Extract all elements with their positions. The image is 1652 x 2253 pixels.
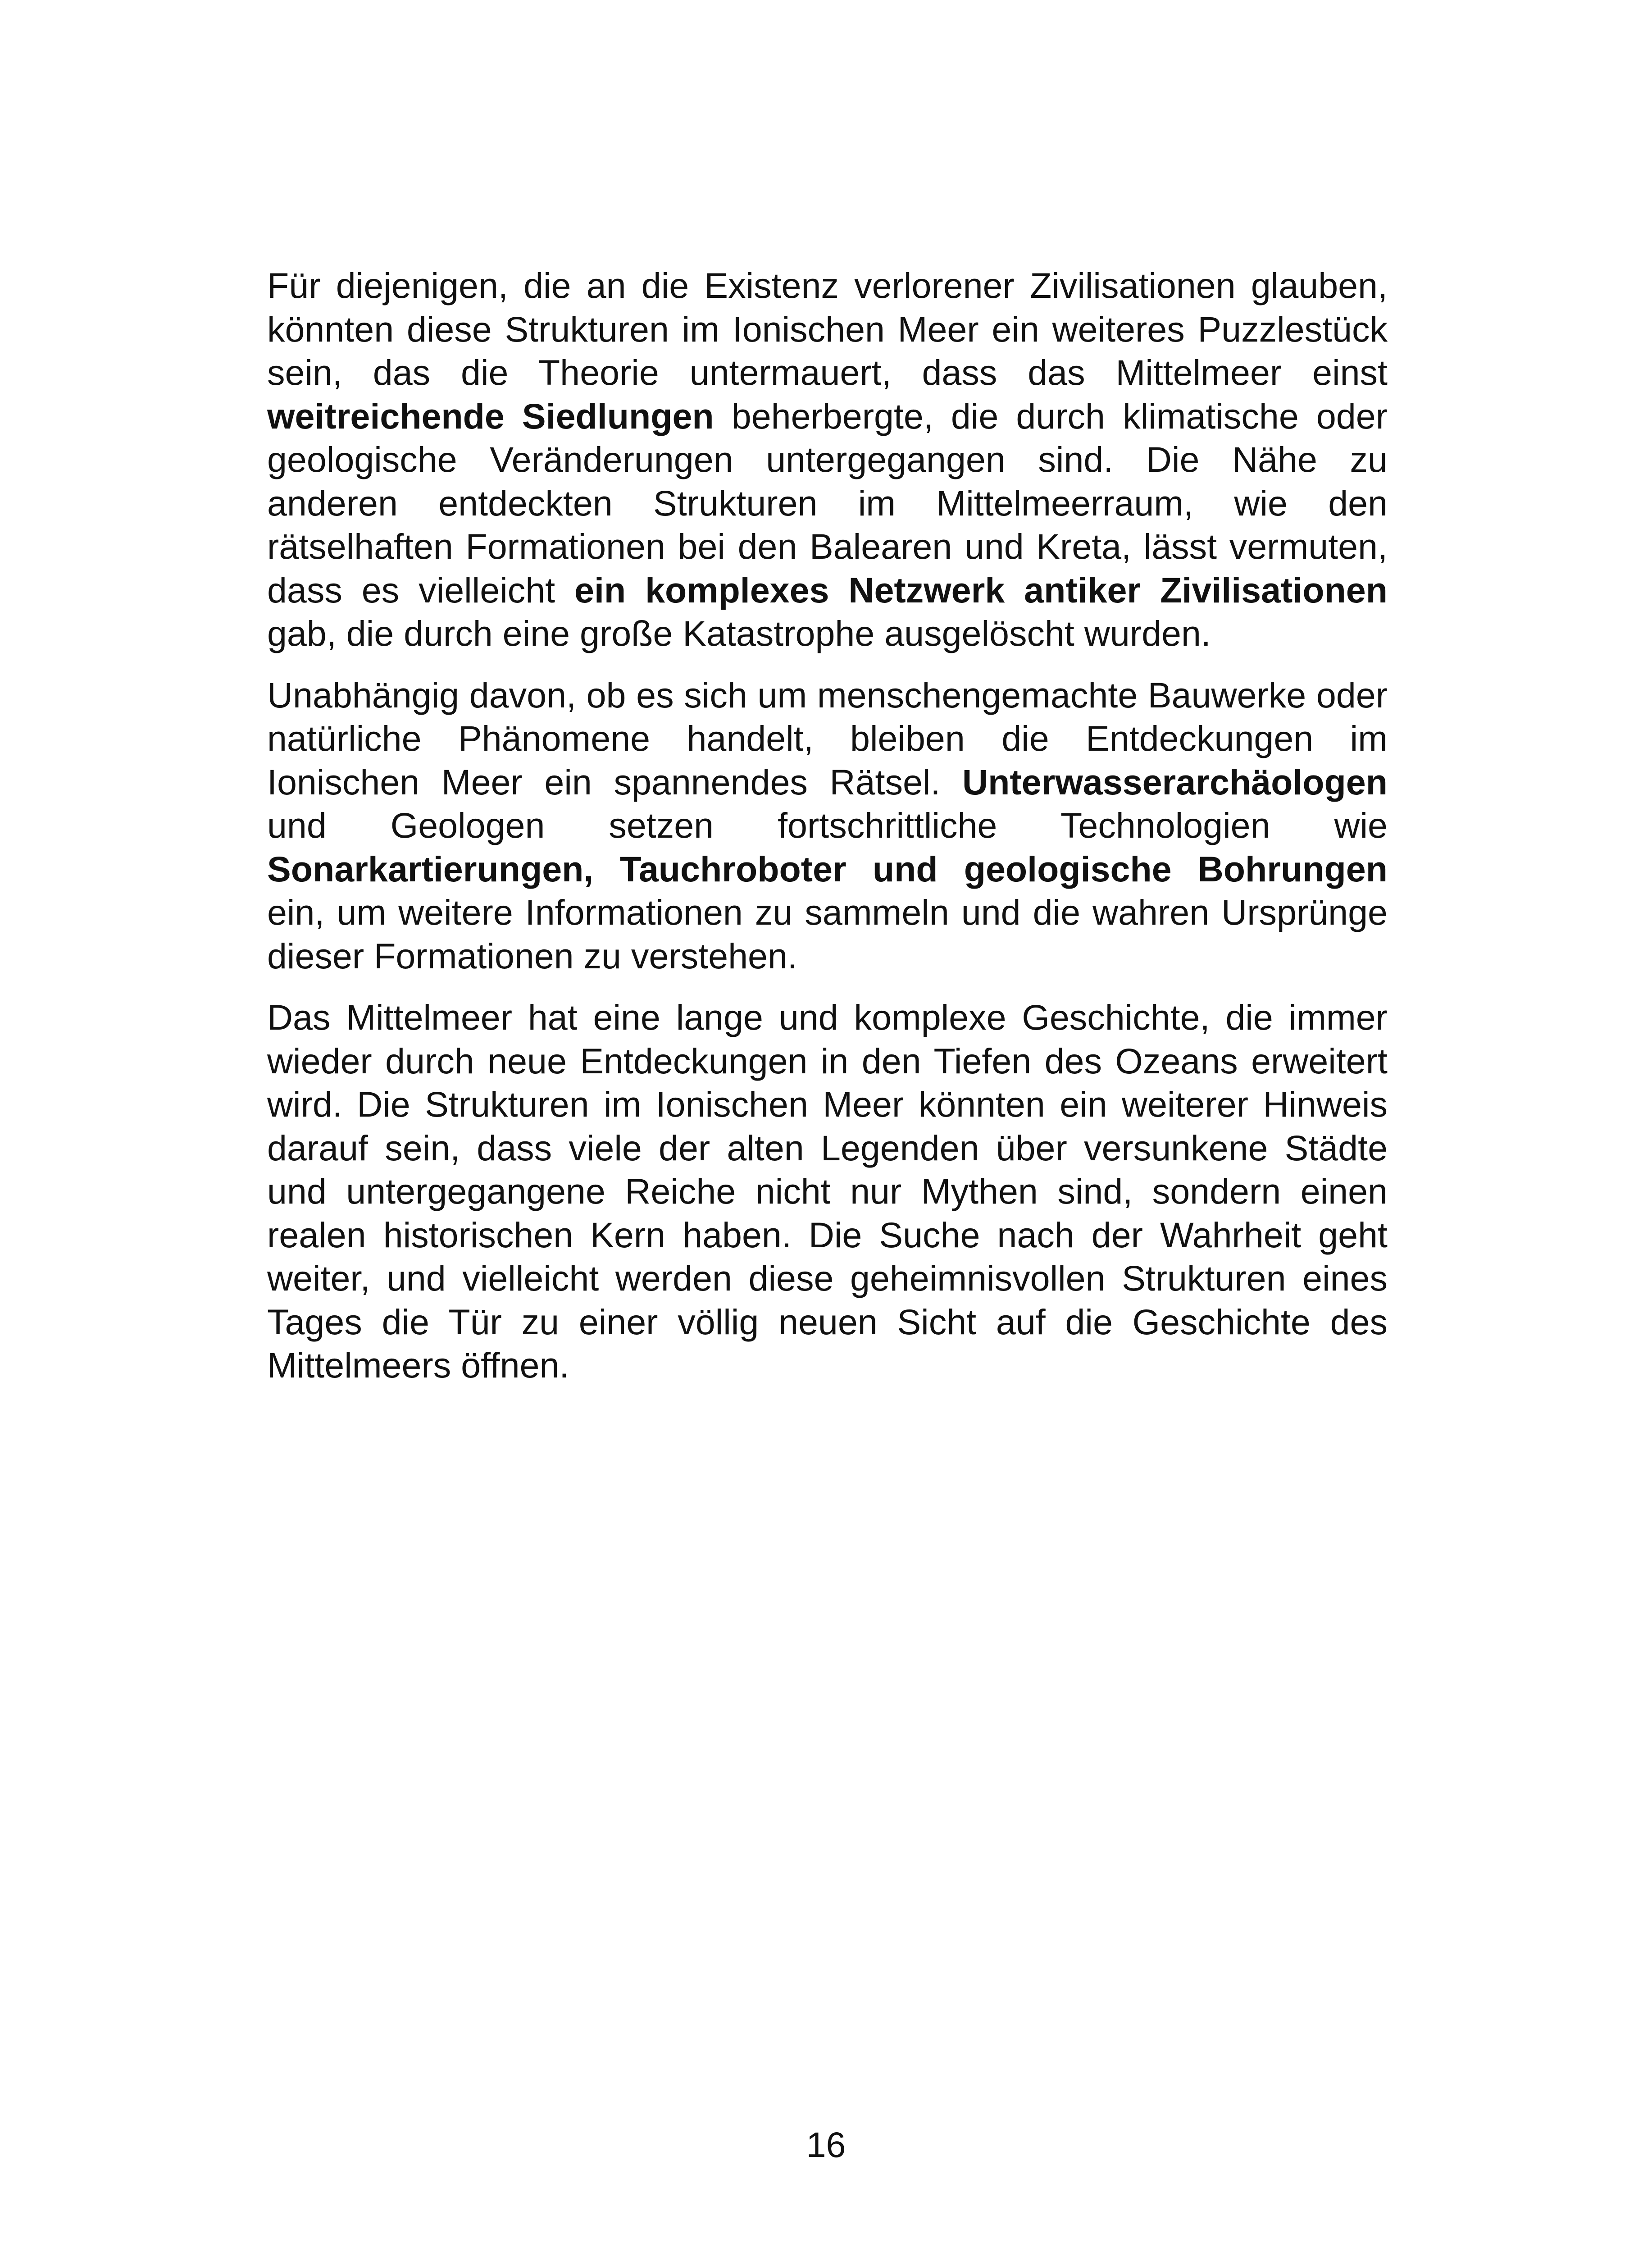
emphasis-technologien: Sonarkartierungen, Tauchroboter und geologische Bohrungen bbox=[267, 848, 1388, 889]
paragraph-1 bbox=[267, 264, 1388, 656]
paragraph-3-text: Das Mittelmeer hat eine lange und komplexe Geschichte, die immer wieder durch neue Entdeckungen in den Tiefen des Ozeans erweitert wird. Die Strukturen im Ionischen Meer könnten ein weiterer Hinweis darauf sein, dass viele der alten Legenden über versunkene Städte und untergegangene Reiche nicht nur Mythen sind, sondern einen realen historischen Kern haben. Die Suche nach der Wahrheit geht weiter, und vielleicht werden diese geheimnisvollen Strukturen eines Tages die Tür zu einer völlig neuen Sicht auf die Geschichte des Mittelmeers öffnen. bbox=[267, 997, 1388, 1385]
body-text bbox=[267, 264, 1388, 1405]
page-number: 16 bbox=[806, 2125, 846, 2165]
paragraph-1-text: beherbergte, die durch klimatische oder geologische Veränderungen untergegangen sind. Die Nähe zu anderen entdeckten Strukturen im Mittelmeerraum, wie den rätselhaften Formationen bei den Balearen und Kreta, lässt vermuten, dass es vielleicht bbox=[267, 396, 1388, 610]
emphasis-netzwerk-antiker-zivilisationen: ein komplexes Netzwerk antiker Zivilisationen bbox=[574, 570, 1388, 610]
emphasis-unterwasserarchaeologen: Unterwasserarchäologen bbox=[962, 762, 1388, 802]
paragraph-2-text: Unabhängig davon, ob es sich um menschengemachte Bauwerke oder natürliche Phänomene handelt, bleiben die Entdeckungen im Ionischen Meer ein spannendes Rätsel. bbox=[267, 675, 1388, 802]
paragraph-1-text: Für diejenigen, die an die Existenz verlorener Zivilisationen glauben, könnten diese Strukturen im Ionischen Meer ein weiteres Puzzlestück sein, das die Theorie untermauert, dass das Mittelmeer einst bbox=[267, 265, 1388, 392]
paragraph-1-text: gab, die durch eine große Katastrophe ausgelöscht wurden. bbox=[267, 613, 1211, 653]
emphasis-weitreichende-siedlungen: weitreichende Siedlungen bbox=[267, 396, 714, 436]
paragraph-2-text: ein, um weitere Informationen zu sammeln und die wahren Ursprünge dieser Formationen zu verstehen. bbox=[267, 892, 1388, 976]
paragraph-3 bbox=[267, 996, 1388, 1387]
paragraph-2-text: und Geologen setzen fortschrittliche Technologien wie bbox=[267, 805, 1388, 845]
paragraph-2 bbox=[267, 674, 1388, 978]
